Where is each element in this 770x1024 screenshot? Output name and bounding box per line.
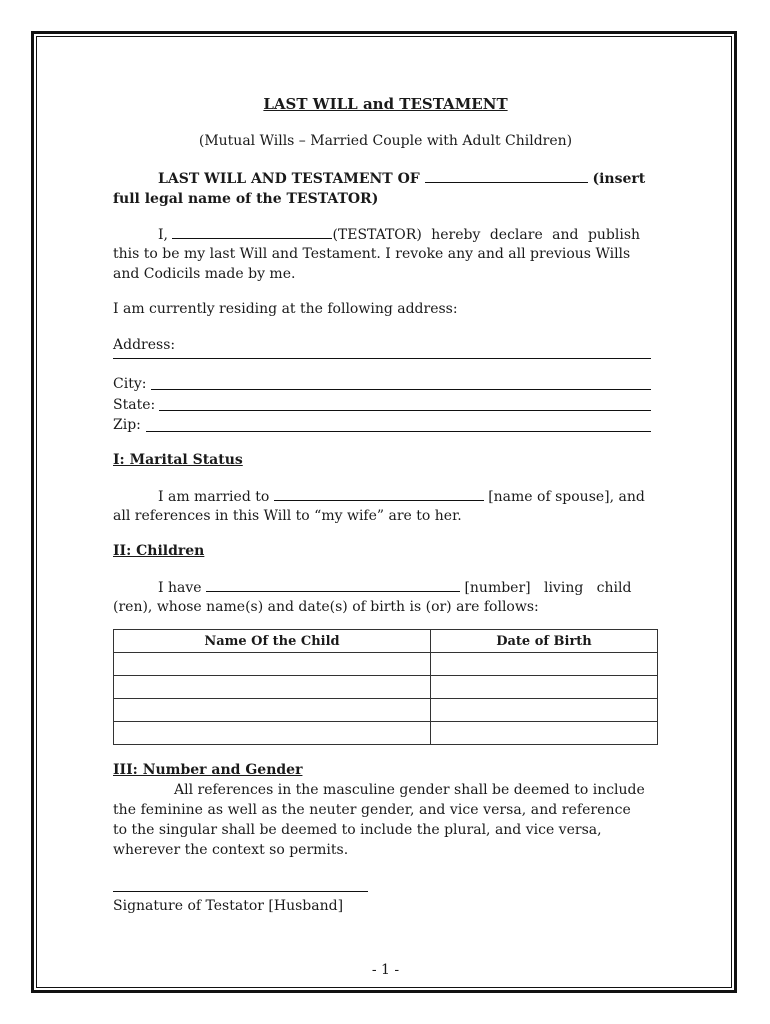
heading-insert: (insert [592, 171, 646, 187]
spouse-name-field[interactable] [274, 486, 484, 501]
declaration-rest: (TESTATOR) hereby declare and publish [332, 227, 641, 243]
table-row [114, 676, 658, 699]
address-label: Address: [113, 337, 176, 353]
child-name-cell[interactable] [114, 699, 431, 722]
gender-line3: to the singular shall be deemed to include the plural, and vice versa, [113, 822, 602, 838]
city-label: City: [113, 376, 147, 392]
marital-text-a: I am married to [158, 489, 270, 505]
children-table [113, 629, 658, 745]
zip-field[interactable] [146, 417, 651, 432]
zip-label: Zip: [113, 417, 141, 433]
gender-line1: All references in the masculine gender shall be deemed to include [174, 782, 645, 798]
heading-text: LAST WILL AND TESTAMENT OF [158, 171, 420, 187]
child-name-cell[interactable] [114, 653, 431, 676]
child-dob-cell[interactable] [431, 722, 658, 745]
declaration-line1 [113, 224, 658, 245]
column-header-name: Name Of the Child [114, 630, 431, 653]
declaration-line2: this to be my last Will and Testament. I revoke any and all previous Wills [113, 246, 631, 262]
signature-line[interactable] [113, 891, 368, 892]
gender-line2: the feminine as well as the neuter gender, and vice versa, and reference [113, 802, 631, 818]
address-field[interactable] [113, 358, 651, 359]
signature-label: Signature of Testator [Husband] [113, 898, 344, 914]
child-dob-cell[interactable] [431, 699, 658, 722]
children-line2: (ren), whose name(s) and date(s) of birth is (or) are follows: [113, 599, 539, 615]
children-table-header [114, 630, 658, 653]
gender-line4: wherever the context so permits. [113, 842, 349, 858]
declaration-line3: and Codicils made by me. [113, 266, 296, 282]
marital-line2: all references in this Will to “my wife” are to her. [113, 508, 462, 524]
children-number-field[interactable] [206, 577, 460, 592]
section-gender-title: III: Number and Gender [113, 762, 303, 778]
testator-name-field[interactable] [425, 168, 588, 183]
children-text-a: I have [158, 580, 202, 596]
marital-text-b: [name of spouse], and [488, 489, 645, 505]
testament-heading-line2: full legal name of the TESTATOR) [113, 191, 379, 207]
document-title: LAST WILL and TESTAMENT [263, 95, 508, 113]
table-row [114, 653, 658, 676]
residing-text: I am currently residing at the following address: [113, 301, 458, 317]
children-text-b: [number] living child [464, 580, 632, 596]
children-line1 [113, 577, 658, 598]
document-subtitle: (Mutual Wills – Married Couple with Adult Children) [198, 133, 573, 149]
section-marital-title: I: Marital Status [113, 452, 243, 468]
testament-heading-line1 [113, 168, 658, 189]
state-label: State: [113, 397, 156, 413]
child-name-cell[interactable] [114, 722, 431, 745]
city-field[interactable] [151, 376, 651, 390]
table-row [114, 699, 658, 722]
child-name-cell[interactable] [114, 676, 431, 699]
child-dob-cell[interactable] [431, 653, 658, 676]
testator-declaration-field[interactable] [172, 224, 332, 239]
child-dob-cell[interactable] [431, 676, 658, 699]
page-number: - 1 - [371, 962, 400, 978]
marital-line1 [113, 486, 658, 507]
column-header-dob: Date of Birth [431, 630, 658, 653]
section-children-title: II: Children [113, 543, 205, 559]
declaration-i: I, [158, 227, 168, 243]
state-field[interactable] [159, 397, 651, 411]
table-row [114, 722, 658, 745]
